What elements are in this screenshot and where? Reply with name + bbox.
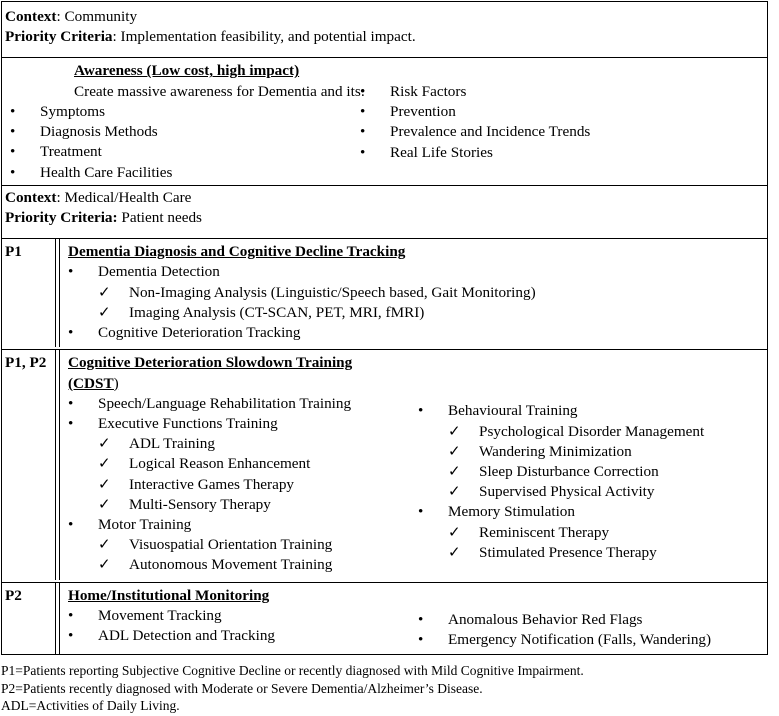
community-context: Context: Community: [5, 8, 138, 25]
community-context-row: [1, 1, 768, 55]
awareness-row: [1, 57, 768, 184]
list-item: ✓ Autonomous Movement Training: [68, 555, 418, 575]
list-item: ✓ Wandering Minimization: [418, 442, 759, 462]
p1p2-row: [1, 349, 768, 579]
p12-title-line1: Cognitive Deterioration Slowdown Training: [68, 354, 353, 372]
list-item: • Symptoms: [10, 102, 360, 122]
awareness-right-list: [360, 82, 759, 183]
list-item: • Dementia Detection: [68, 262, 759, 282]
footnote: P1=Patients reporting Subjective Cognitive Decline or recently diagnosed with Mild Cognitive Impairment.: [1, 663, 584, 678]
medical-criteria: Priority Criteria: Patient needs: [5, 208, 202, 226]
list-item: • Speech/Language Rehabilitation Training: [68, 394, 418, 414]
priority-table: [1, 1, 768, 655]
priority-label: P1, P2: [2, 350, 56, 579]
list-item: • Prevention: [360, 102, 759, 122]
footnote: P2=Patients recently diagnosed with Moderate or Severe Dementia/Alzheimer’s Disease.: [1, 680, 483, 696]
list-item: • Movement Tracking: [68, 606, 418, 626]
awareness-title: Awareness (Low cost, high impact): [74, 62, 300, 80]
list-item: ✓ Stimulated Presence Therapy: [418, 543, 759, 563]
list-item: ✓ Sleep Disturbance Correction: [418, 462, 759, 482]
list-item: • Treatment: [10, 142, 360, 162]
list-item: ✓ Logical Reason Enhancement: [68, 454, 418, 474]
list-item: ✓ Visuospatial Orientation Training: [68, 535, 418, 555]
list-item: ✓ Psychological Disorder Management: [418, 422, 759, 442]
list-item: • Cognitive Deterioration Tracking: [68, 323, 759, 343]
priority-label: P2: [2, 583, 56, 655]
p2-row: [1, 582, 768, 656]
list-item: ✓ Reminiscent Therapy: [418, 523, 759, 543]
list-item: • Real Life Stories: [360, 143, 759, 163]
list-item: • Prevalence and Incidence Trends: [360, 122, 759, 142]
list-item: ✓ Interactive Games Therapy: [68, 475, 418, 495]
priority-label: P1: [2, 239, 56, 347]
list-item: • Memory Stimulation: [418, 502, 759, 522]
footnote: ADL=Activities of Daily Living.: [1, 698, 180, 714]
p12-title-line2: (CDST): [68, 374, 119, 392]
community-criteria: Priority Criteria: Implementation feasibility, and potential impact.: [5, 28, 416, 46]
list-item: • Health Care Facilities: [10, 163, 360, 183]
list-item: • Executive Functions Training: [68, 414, 418, 434]
awareness-left-list: [10, 102, 360, 183]
medical-context: Context: Medical/Health Care: [5, 188, 192, 206]
p1-title: Dementia Diagnosis and Cognitive Decline Tracking: [68, 243, 406, 261]
list-item: • Anomalous Behavior Red Flags: [418, 610, 759, 630]
list-item: ✓ ADL Training: [68, 434, 418, 454]
p2-title: Home/Institutional Monitoring: [68, 586, 270, 604]
footnotes: [1, 662, 584, 715]
list-item: • Diagnosis Methods: [10, 122, 360, 142]
medical-context-row: [1, 185, 768, 236]
list-item: • Emergency Notification (Falls, Wandering): [418, 630, 759, 650]
list-item: • ADL Detection and Tracking: [68, 626, 418, 646]
awareness-intro: Create massive awareness for Dementia and its:: [74, 82, 365, 100]
list-item: ✓ Supervised Physical Activity: [418, 482, 759, 502]
list-item: ✓ Imaging Analysis (CT-SCAN, PET, MRI, fMRI): [68, 303, 759, 323]
list-item: • Behavioural Training: [418, 401, 759, 421]
list-item: • Risk Factors: [360, 82, 759, 102]
list-item: ✓ Multi-Sensory Therapy: [68, 495, 418, 515]
p1-row: [1, 238, 768, 347]
list-item: ✓ Non-Imaging Analysis (Linguistic/Speech based, Gait Monitoring): [68, 283, 759, 303]
list-item: • Motor Training: [68, 515, 418, 535]
